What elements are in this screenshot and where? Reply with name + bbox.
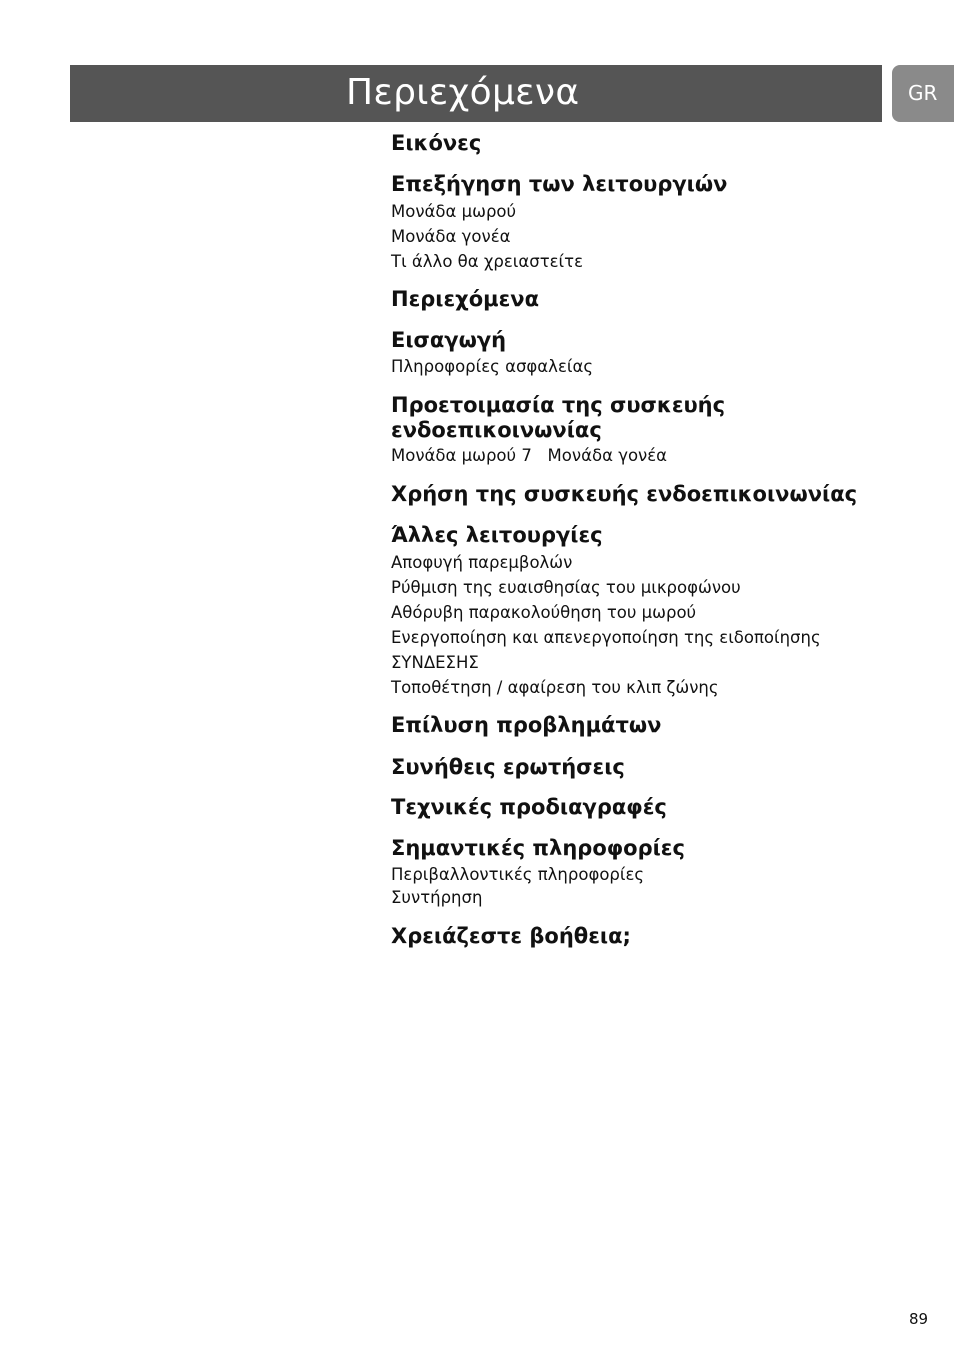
toc-title: Τι άλλο θα χρειαστείτε [391,252,583,271]
toc-title: Συντήρηση [391,888,483,907]
toc-title: Ρύθμιση της ευαισθησίας του μικροφώνου [391,578,741,597]
toc-title: Μονάδα μωρού [391,202,517,221]
toc-title-line2: ΣΥΝΔΕΣΗΣ [391,653,479,672]
toc-title: Περιβαλλοντικές πληροφορίες [391,865,645,884]
toc-title: Αποφυγή παρεμβολών [391,553,573,572]
toc-title: Αθόρυβη παρακολούθηση του μωρού [391,603,697,622]
page-title: Περιεχόμενα [346,72,580,113]
header-bar [70,65,882,122]
toc-title-line2: ενδοεπικοινωνίας [391,418,602,442]
page-number: 89 [909,1310,929,1328]
toc-title: Μονάδα γονέα [391,227,511,246]
toc-title: Προετοιμασία της συσκευής [391,393,726,417]
toc-title: Εισαγωγή [391,328,507,352]
toc-title: Μονάδα μωρού 7 Μονάδα γονέα [391,446,668,465]
toc-title: Τεχνικές προδιαγραφές [391,795,667,819]
toc-title: Ενεργοποίηση και απενεργοποίηση της ειδοποίησης [391,628,821,647]
toc-title: Χρειάζεστε βοήθεια; [391,924,631,948]
toc-title: Άλλες λειτουργίες [391,523,603,547]
toc-title: Επεξήγηση των λειτουργιών [391,172,728,196]
toc-title: Εικόνες [391,131,482,155]
toc-title: Χρήση της συσκευής ενδοεπικοινωνίας [391,482,858,506]
toc-title: Πληροφορίες ασφαλείας [391,357,594,376]
language-tab[interactable]: GR [892,65,954,122]
toc-title: Περιεχόμενα [391,287,540,311]
toc-title: Επίλυση προβλημάτων [391,713,662,737]
toc-title: Συνήθεις ερωτήσεις [391,755,625,779]
toc-title: Σημαντικές πληροφορίες [391,836,685,860]
toc-title: Τοποθέτηση / αφαίρεση του κλιπ ζώνης [391,678,719,697]
